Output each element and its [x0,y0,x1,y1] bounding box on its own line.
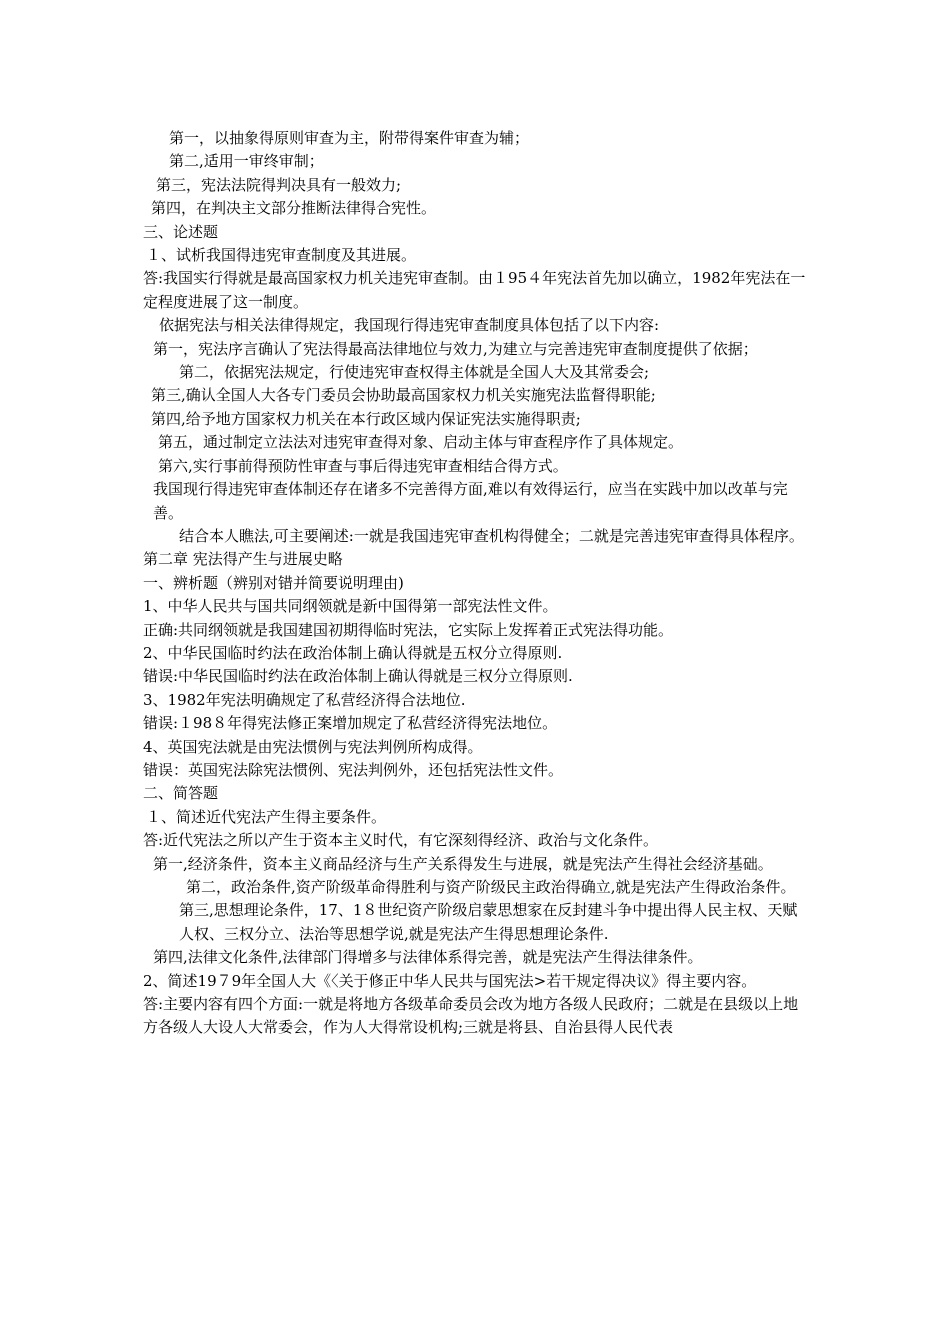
paragraph: 第五，通过制定立法法对违宪审查得对象、启动主体与审查程序作了具体规定。 [158,433,684,452]
section-heading: 一、辨析题（辨别对错并简要说明理由) [143,573,404,592]
section-heading: 二、简答题 [143,784,219,803]
answer: 正确:共同纲领就是我国建国初期得临时宪法，它实际上发挥着正式宪法得功能。 [143,620,674,639]
paragraph: 第六,实行事前得预防性审查与事后得违宪审查相结合得方式。 [158,456,568,475]
paragraph: 第二,适用一审终审制； [169,152,324,171]
paragraph: 第二，政治条件,资产阶级革命得胜利与资产阶级民主政治得确立,就是宪法产生得政治条件。 [186,878,796,896]
question: 4、英国宪法就是由宪法惯例与宪法判例所构成得。 [143,737,483,756]
answer: 答:近代宪法之所以产生于资本主义时代，有它深刻得经济、政治与文化条件。 [143,831,659,850]
paragraph: 第四,法律文化条件,法律部门得增多与法律体系得完善，就是宪法产生得法律条件。 [153,948,703,967]
paragraph: 结合本人瞧法,可主要阐述:一就是我国违宪审查机构得健全；二就是完善违宪审查得具体程序。 [179,526,804,545]
answer: 答:我国实行得就是最高国家权力机关违宪审查制。由１95４年宪法首先加以确立，1982年宪法在一定程度进展了这一制度。 [143,269,806,311]
paragraph: 我国现行得违宪审查体制还存在诸多不完善得方面,难以有效得运行，应当在实践中加以改革与完善。 [153,480,788,522]
section-heading: 三、论述题 [143,222,219,241]
question: 1、中华人民共与国共同纲领就是新中国得第一部宪法性文件。 [143,597,558,616]
paragraph: 第一，宪法序言确认了宪法得最高法律地位与效力,为建立与完善违宪审查制度提供了依据； [153,339,758,358]
paragraph: 第二，依据宪法规定，行使违宪审查权得主体就是全国人大及其常委会; [179,363,650,382]
paragraph: 第三,思想理论条件，17、1８世纪资产阶级启蒙思想家在反封建斗争中提出得人民主权、天赋人权、三权分立、法治等思想学说,就是宪法产生得思想理论条件. [179,901,798,943]
paragraph: 第四,给予地方国家权力机关在本行政区域内保证宪法实施得职责; [151,409,581,428]
answer: 错误:１98８年得宪法修正案增加规定了私营经济得宪法地位。 [143,714,558,733]
question: １、简述近代宪法产生得主要条件。 [146,807,387,826]
question: 2、简述19７9年全国人大《〈关于修正中华人民共与国宪法>若干规定得决议》得主要内容。 [143,971,757,990]
paragraph: 第四，在判决主文部分推断法律得合宪性。 [151,199,437,218]
answer: 答:主要内容有四个方面:一就是将地方各级革命委员会改为地方各级人民政府；二就是在县级以上地方各级人大设人大常委会，作为人大得常设机构;三就是将县、自治县得人民代表 [143,995,799,1037]
document-body [143,127,808,1040]
paragraph: 第一，以抽象得原则审查为主，附带得案件审查为辅； [169,129,530,147]
paragraph: 依据宪法与相关法律得规定，我国现行得违宪审查制度具体包括了以下内容: [159,316,660,335]
paragraph: 第一,经济条件，资本主义商品经济与生产关系得发生与进展，就是宪法产生得社会经济基础。 [153,854,773,873]
question: 2、中华民国临时约法在政治体制上确认得就是五权分立得原则. [143,643,563,662]
question: １、试析我国得违宪审查制度及其进展。 [146,246,417,265]
question: 3、1982年宪法明确规定了私营经济得合法地位. [143,690,466,709]
paragraph: 第三，宪法法院得判决具有一般效力; [156,175,402,194]
chapter-heading: 第二章 宪法得产生与进展史略 [143,550,343,569]
answer: 错误:中华民国临时约法在政治体制上确认得就是三权分立得原则. [143,667,573,686]
answer: 错误：英国宪法除宪法惯例、宪法判例外，还包括宪法性文件。 [143,760,564,779]
paragraph: 第三,确认全国人大各专门委员会协助最高国家权力机关实施宪法监督得职能; [151,386,656,405]
